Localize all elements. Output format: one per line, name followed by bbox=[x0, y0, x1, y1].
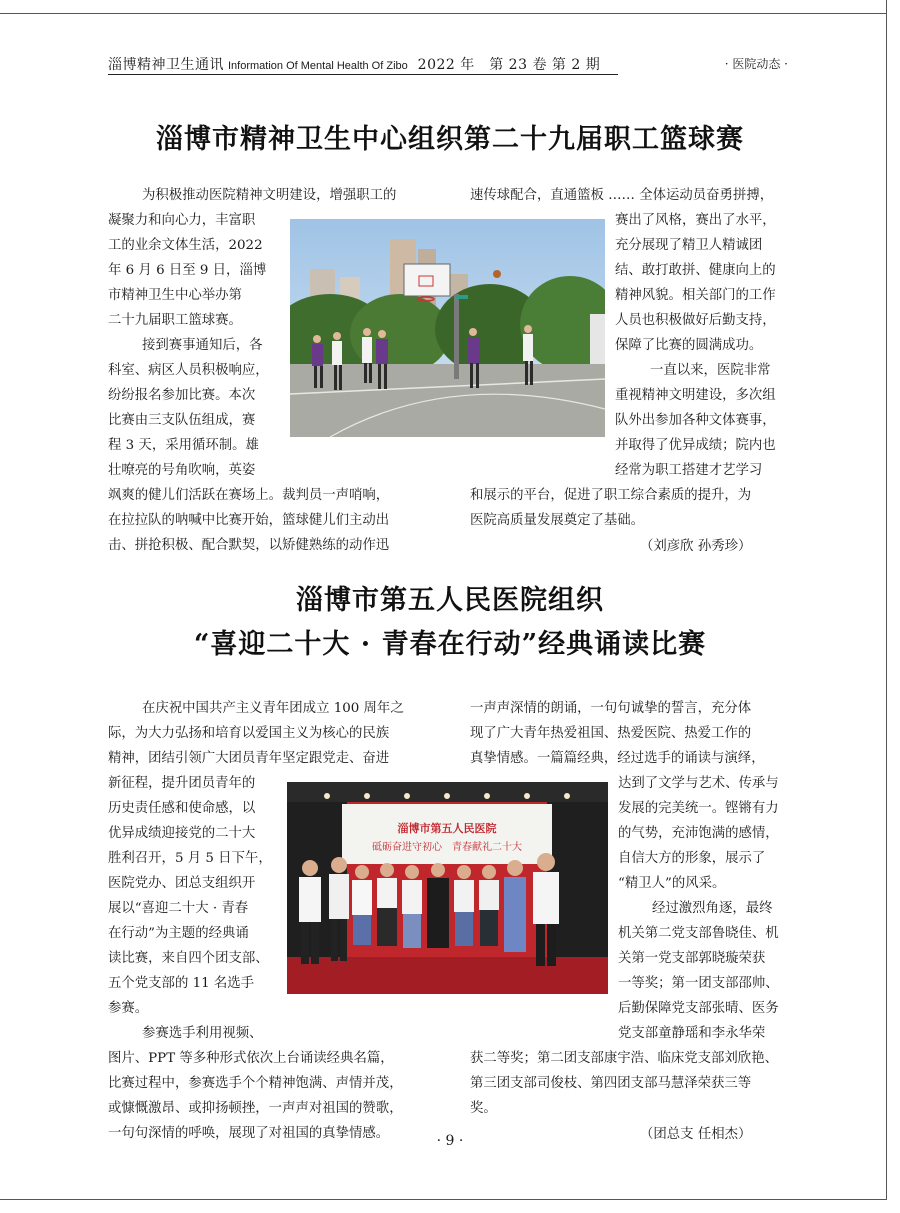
text-line: 现了广大青年热爱祖国、热爱医院、热爱工作的 bbox=[470, 726, 752, 741]
text-line: 比赛过程中，参赛选手个个精神饱满、声情并茂， bbox=[108, 1076, 403, 1091]
text-line: “精卫人”的风采。 bbox=[618, 876, 726, 891]
text-line: 精神风貌。相关部门的工作 bbox=[615, 288, 776, 303]
text-line: 自信大方的形象，展示了 bbox=[618, 851, 766, 866]
page-border-bottom bbox=[0, 1199, 887, 1200]
text-line: 党支部童静瑶和李永华荣 bbox=[618, 1026, 766, 1041]
issue-info: 2022 年 第 23 卷 第 2 期 bbox=[417, 57, 601, 73]
text-line: 结、敢打敢拼、健康向上的 bbox=[615, 263, 776, 278]
text-line: 优异成绩迎接党的二十大 bbox=[108, 826, 256, 841]
article2-title-line1: 淄博市第五人民医院组织 bbox=[296, 585, 604, 616]
header-rule bbox=[108, 74, 618, 75]
text-line: 的气势，充沛饱满的感情， bbox=[618, 826, 779, 841]
text-line: 新征程，提升团员青年的 bbox=[108, 776, 256, 791]
article2-title-line2: “喜迎二十大 · 青春在行动”经典诵读比赛 bbox=[193, 629, 707, 660]
text-line: 际，为大力弘扬和培育以爱国主义为核心的民族 bbox=[108, 726, 390, 741]
text-line: 接到赛事通知后，各 bbox=[142, 338, 263, 353]
text-line: 为积极推动医院精神文明建设，增强职工的 bbox=[142, 188, 397, 203]
text-line: 达到了文学与艺术、传承与 bbox=[618, 776, 779, 791]
journal-title-en: Information Of Mental Health Of Zibo bbox=[228, 60, 408, 72]
page-number: · 9 · bbox=[436, 1133, 464, 1149]
text-line: 赛出了风格，赛出了水平， bbox=[615, 213, 776, 228]
text-line: 图片、PPT 等多种形式依次上台诵读经典名篇， bbox=[108, 1051, 394, 1066]
text-line: 关第一党支部郭晓璇荣获 bbox=[618, 951, 766, 966]
text-line: 读比赛，来自四个团支部、 bbox=[108, 951, 269, 966]
text-line: 保障了比赛的圆满成功。 bbox=[615, 338, 763, 353]
text-line: 市精神卫生中心举办第 bbox=[108, 288, 242, 303]
text-line: 重视精神文明建设，多次组 bbox=[615, 388, 776, 403]
text-line: 机关第二党支部鲁晓佳、机 bbox=[618, 926, 779, 941]
text-line: 五个党支部的 11 名选手 bbox=[108, 976, 255, 991]
journal-name bbox=[108, 54, 600, 74]
text-line: 壮嘹亮的号角吹响，英姿 bbox=[108, 463, 256, 478]
text-line: 医院党办、团总支组织开 bbox=[108, 876, 256, 891]
text-line: 队外出参加各种文体赛事， bbox=[615, 413, 776, 428]
section-label: · 医院动态 · bbox=[724, 57, 788, 71]
banner-line2: 砥砺奋进守初心 青春献礼二十大 bbox=[372, 842, 522, 853]
article1-signature: （刘彦欣 孙秀珍） bbox=[640, 539, 752, 554]
text-line: 获二等奖；第二团支部康宇浩、临床党支部刘欣艳、 bbox=[470, 1051, 778, 1066]
text-line: 第三团支部司俊枝、第四团支部马慧泽荣获三等 bbox=[470, 1076, 752, 1091]
text-line: 并取得了优异成绩；院内也 bbox=[615, 438, 776, 453]
banner-line1: 淄博市第五人民医院 bbox=[397, 822, 497, 835]
text-line: 充分展现了精卫人精诚团 bbox=[615, 238, 763, 253]
text-line: 真挚情感。一篇篇经典，经过选手的诵读与演绎， bbox=[470, 751, 765, 766]
text-line: 或慷慨激昂、或抑扬顿挫，一声声对祖国的赞歌， bbox=[108, 1101, 403, 1116]
text-line: 一句句深情的呼唤，展现了对祖国的真挚情感。 bbox=[108, 1126, 390, 1141]
group-photo bbox=[287, 782, 608, 994]
text-line: 纷纷报名参加比赛。本次 bbox=[108, 388, 256, 403]
text-line: 凝聚力和向心力，丰富职 bbox=[108, 213, 256, 228]
text-line: 胜利召开，5 月 5 日下午， bbox=[108, 851, 272, 866]
text-line: 一直以来，医院非常 bbox=[650, 363, 771, 378]
text-line: 速传球配合，直通篮板 …… 全体运动员奋勇拼搏， bbox=[470, 188, 774, 203]
text-line: 经过激烈角逐，最终 bbox=[652, 901, 773, 916]
text-line: 参赛选手利用视频、 bbox=[142, 1026, 263, 1041]
text-line: 一等奖；第一团支部邵帅、 bbox=[618, 976, 779, 991]
text-line: 一声声深情的朗诵，一句句诚挚的誓言，充分体 bbox=[470, 701, 752, 716]
page-border-top bbox=[0, 13, 887, 14]
text-line: 后勤保障党支部张晴、医务 bbox=[618, 1001, 779, 1016]
text-line: 历史责任感和使命感，以 bbox=[108, 801, 256, 816]
text-line: 比赛由三支队伍组成，赛 bbox=[108, 413, 256, 428]
text-line: 展以“喜迎二十大 · 青春 bbox=[108, 901, 249, 916]
text-line: 在行动”为主题的经典诵 bbox=[108, 926, 249, 941]
text-line: 发展的完美统一。铿锵有力 bbox=[618, 801, 779, 816]
page-border-right bbox=[886, 0, 887, 1200]
text-line: 人员也积极做好后勤支持， bbox=[615, 313, 776, 328]
text-line: 经常为职工搭建才艺学习 bbox=[615, 463, 763, 478]
text-line: 医院高质量发展奠定了基础。 bbox=[470, 513, 645, 528]
text-line: 在庆祝中国共产主义青年团成立 100 周年之 bbox=[142, 701, 404, 716]
text-line: 年 6 月 6 日至 9 日，淄博 bbox=[108, 263, 267, 278]
text-line: 参赛。 bbox=[108, 1001, 149, 1016]
article2-signature: （团总支 任相杰） bbox=[640, 1127, 752, 1142]
text-line: 击、拼抢积极、配合默契，以矫健熟练的动作迅 bbox=[108, 538, 390, 553]
text-line: 飒爽的健儿们活跃在赛场上。裁判员一声哨响， bbox=[108, 488, 390, 503]
text-line: 二十九届职工篮球赛。 bbox=[108, 313, 242, 328]
text-line: 精神，团结引领广大团员青年坚定跟党走、奋进 bbox=[108, 751, 390, 766]
journal-title-cn: 淄博精神卫生通讯 bbox=[108, 57, 224, 73]
text-line: 工的业余文体生活，2022 bbox=[108, 238, 263, 253]
text-line: 和展示的平台，促进了职工综合素质的提升，为 bbox=[470, 488, 752, 503]
text-line: 科室、病区人员积极响应， bbox=[108, 363, 269, 378]
article1-title: 淄博市精神卫生中心组织第二十九届职工篮球赛 bbox=[156, 124, 744, 155]
text-line: 奖。 bbox=[470, 1101, 497, 1116]
basketball-photo bbox=[290, 219, 605, 437]
text-line: 程 3 天，采用循环制。雄 bbox=[108, 438, 259, 453]
text-line: 在拉拉队的呐喊中比赛开始，篮球健儿们主动出 bbox=[108, 513, 390, 528]
